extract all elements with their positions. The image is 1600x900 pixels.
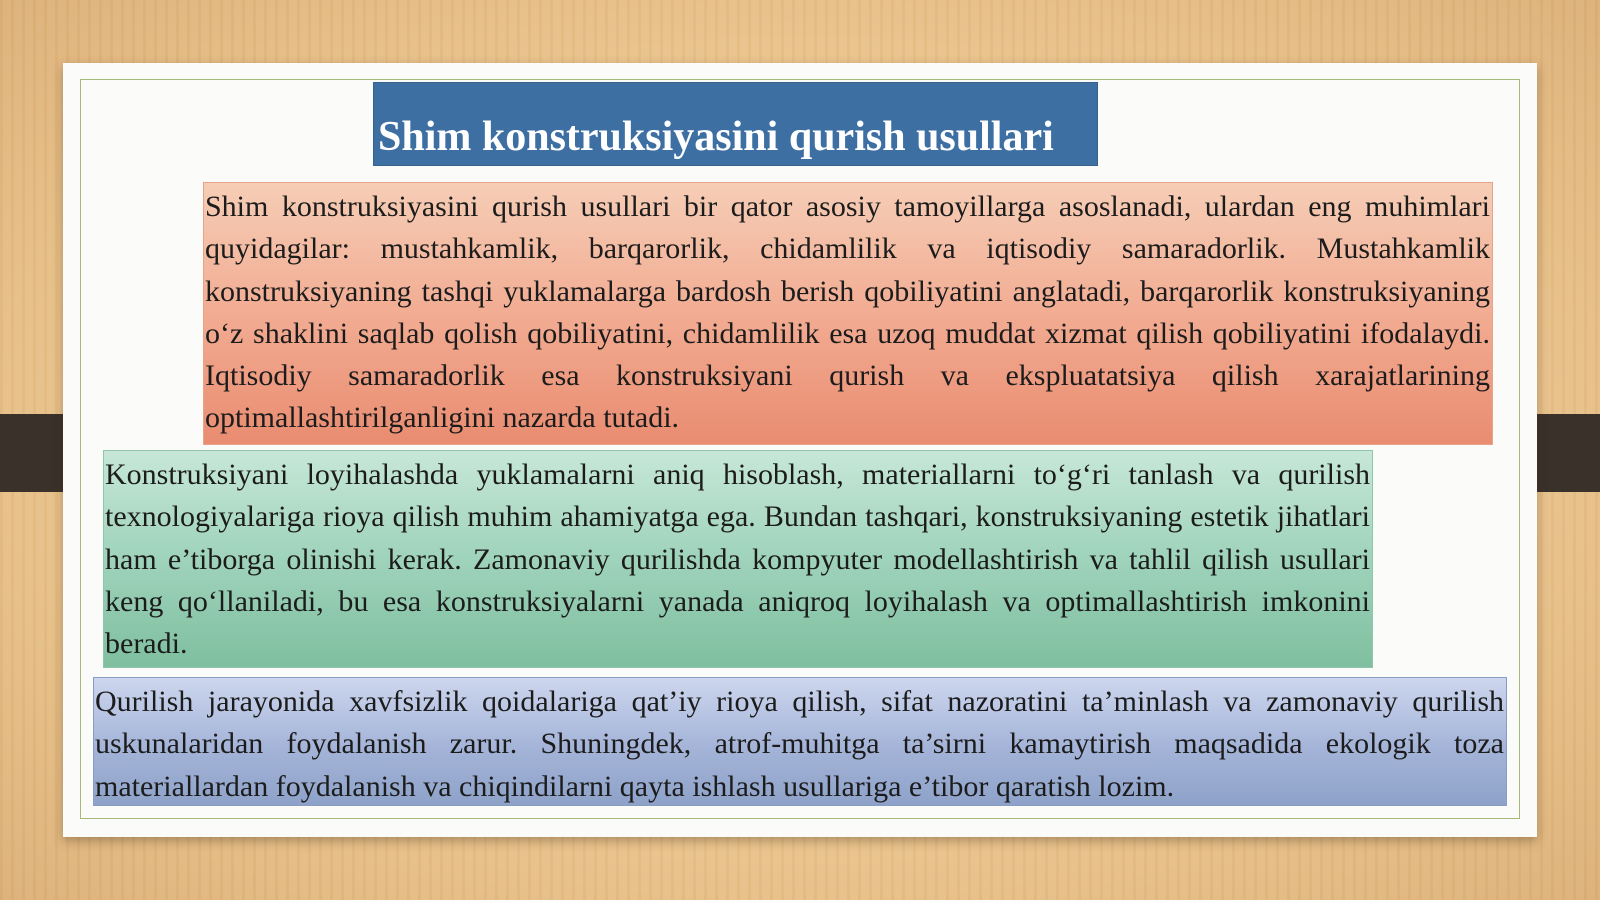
- slide-title: Shim konstruksiyasini qurish usullari: [378, 114, 1054, 160]
- paragraph-principles: Shim konstruksiyasini qurish usullari bir qator asosiy tamoyillarga asoslanadi, ulardan eng muhimlari quyidagilar: mustahkamlik, barqarorlik, chidamlilik va iqtisodiy samaradorlik. Mustahkamlik konstruksiyaning tashqi yuklamalarga bardosh berish qobiliyatini anglatadi, barqarorlik konstruksiyaning o‘z shaklini saqlab qolish qobiliyatini, chidamlilik esa uzoq muddat xizmat qilish qobiliyatini ifodalaydi. Iqtisodiy samaradorlik esa konstruksiyani qurish va ekspluatatsiya qilish xarajatlarining optimallashtirilganligini nazarda tutadi.: [203, 182, 1493, 445]
- paragraph-safety: Qurilish jarayonida xavfsizlik qoidalariga qat’iy rioya qilish, sifat nazoratini ta’minlash va zamonaviy qurilish uskunalaridan foydalanish zarur. Shuningdek, atrof-muhitga ta’sirni kamaytirish maqsadida ekologik toza materiallardan foydalanish va chiqindilarni qayta ishlash usullariga e’tibor qaratish lozim.: [93, 677, 1507, 806]
- paragraph-design: Konstruksiyani loyihalashda yuklamalarni aniq hisoblash, materiallarni to‘g‘ri tanlash va qurilish texnologiyalariga rioya qilish muhim ahamiyatga ega. Bundan tashqari, konstruksiyaning estetik jihatlari ham e’tiborga olinishi kerak. Zamonaviy qurilishda kompyuter modellashtirish va tahlil qilish usullari keng qo‘llaniladi, bu esa konstruksiyalarni yanada aniqroq loyihalash va optimallashtirish imkonini beradi.: [103, 450, 1373, 668]
- title-banner: [373, 82, 1098, 166]
